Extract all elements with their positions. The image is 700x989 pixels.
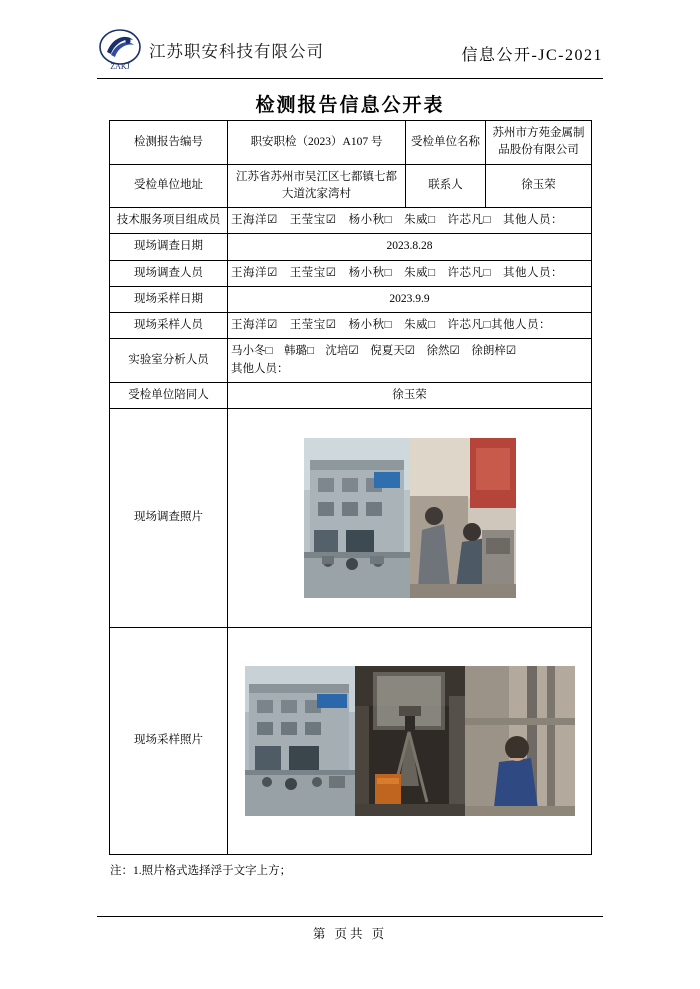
survey-date-value: 2023.8.28 (228, 234, 592, 260)
company-logo-block (97, 28, 324, 72)
sampling-date-label: 现场采样日期 (110, 286, 228, 312)
survey-staff-value: 王海洋☑ 王莹宝☑ 杨小秋□ 朱威□ 许芯凡□ 其他人员： (228, 260, 592, 286)
lab-staff-line-2: 其他人员： (231, 362, 289, 375)
escort-label: 受检单位陪同人 (110, 382, 228, 408)
sampling-staff-value: 王海洋☑ 王莹宝☑ 杨小秋□ 朱威□ 许芯凡□其他人员： (228, 313, 592, 339)
team-label: 技术服务项目组成员 (110, 208, 228, 234)
sampling-photo-group (231, 666, 588, 816)
page-title: 检测报告信息公开表 (255, 95, 445, 116)
photo-factory-exterior-wet (245, 666, 355, 816)
survey-date-label: 现场调查日期 (110, 234, 228, 260)
svg-text:ZAKJ: ZAKJ (110, 62, 130, 71)
table-row (110, 234, 592, 260)
company-name: 江苏职安科技有限公司 (149, 42, 324, 61)
table-row (110, 164, 592, 208)
team-value: 王海洋☑ 王莹宝☑ 杨小秋□ 朱威□ 许芯凡□ 其他人员： (228, 208, 592, 234)
table-row (110, 121, 592, 165)
table-row (110, 286, 592, 312)
header-divider (97, 78, 603, 79)
survey-staff-label: 现场调查人员 (110, 260, 228, 286)
table-row (110, 208, 592, 234)
table-row-survey-photos (110, 409, 592, 628)
client-addr-label: 受检单位地址 (110, 164, 228, 208)
lab-staff-value (228, 339, 592, 383)
note-text: 注：1.照片格式选择浮于文字上方； (110, 865, 292, 877)
document-code: 信息公开-JC-2021 (461, 47, 603, 64)
survey-photo-group (231, 438, 588, 598)
client-name-value: 苏州市方苑金属制品股份有限公司 (486, 121, 592, 165)
photo-workers-inspection (410, 438, 516, 598)
lab-staff-label: 实验室分析人员 (110, 339, 228, 383)
survey-photos-label: 现场调查照片 (110, 409, 228, 628)
escort-value: 徐玉荣 (228, 382, 592, 408)
page-footer: 第 页共 页 (312, 927, 388, 941)
table-row (110, 313, 592, 339)
table-row-sampling-photos (110, 628, 592, 855)
contact-label: 联系人 (406, 164, 486, 208)
contact-value: 徐玉荣 (486, 164, 592, 208)
sampling-photos-cell (228, 628, 592, 855)
table-row (110, 339, 592, 383)
client-addr-value: 江苏省苏州市吴江区七都镇七都大道沈家湾村 (228, 164, 406, 208)
report-no-value: 职安职检（2023）A107 号 (228, 121, 406, 165)
company-logo-icon (97, 28, 143, 72)
table-row (110, 260, 592, 286)
sampling-photos-label: 现场采样照片 (110, 628, 228, 855)
document-header (97, 28, 603, 78)
lab-staff-line-1: 马小冬□ 韩璐□ 沈培☑ 倪夏天☑ 徐然☑ 徐朗梓☑ (231, 345, 517, 358)
client-name-label: 受检单位名称 (406, 121, 486, 165)
sampling-staff-label: 现场采样人员 (110, 313, 228, 339)
report-info-table (109, 120, 592, 855)
photo-factory-exterior (304, 438, 410, 598)
photo-worker-pipework (465, 666, 575, 816)
sampling-date-value: 2023.9.9 (228, 286, 592, 312)
footer-divider (97, 916, 603, 917)
survey-photos-cell (228, 409, 592, 628)
report-no-label: 检测报告编号 (110, 121, 228, 165)
photo-sampling-equipment (355, 666, 465, 816)
table-row (110, 382, 592, 408)
